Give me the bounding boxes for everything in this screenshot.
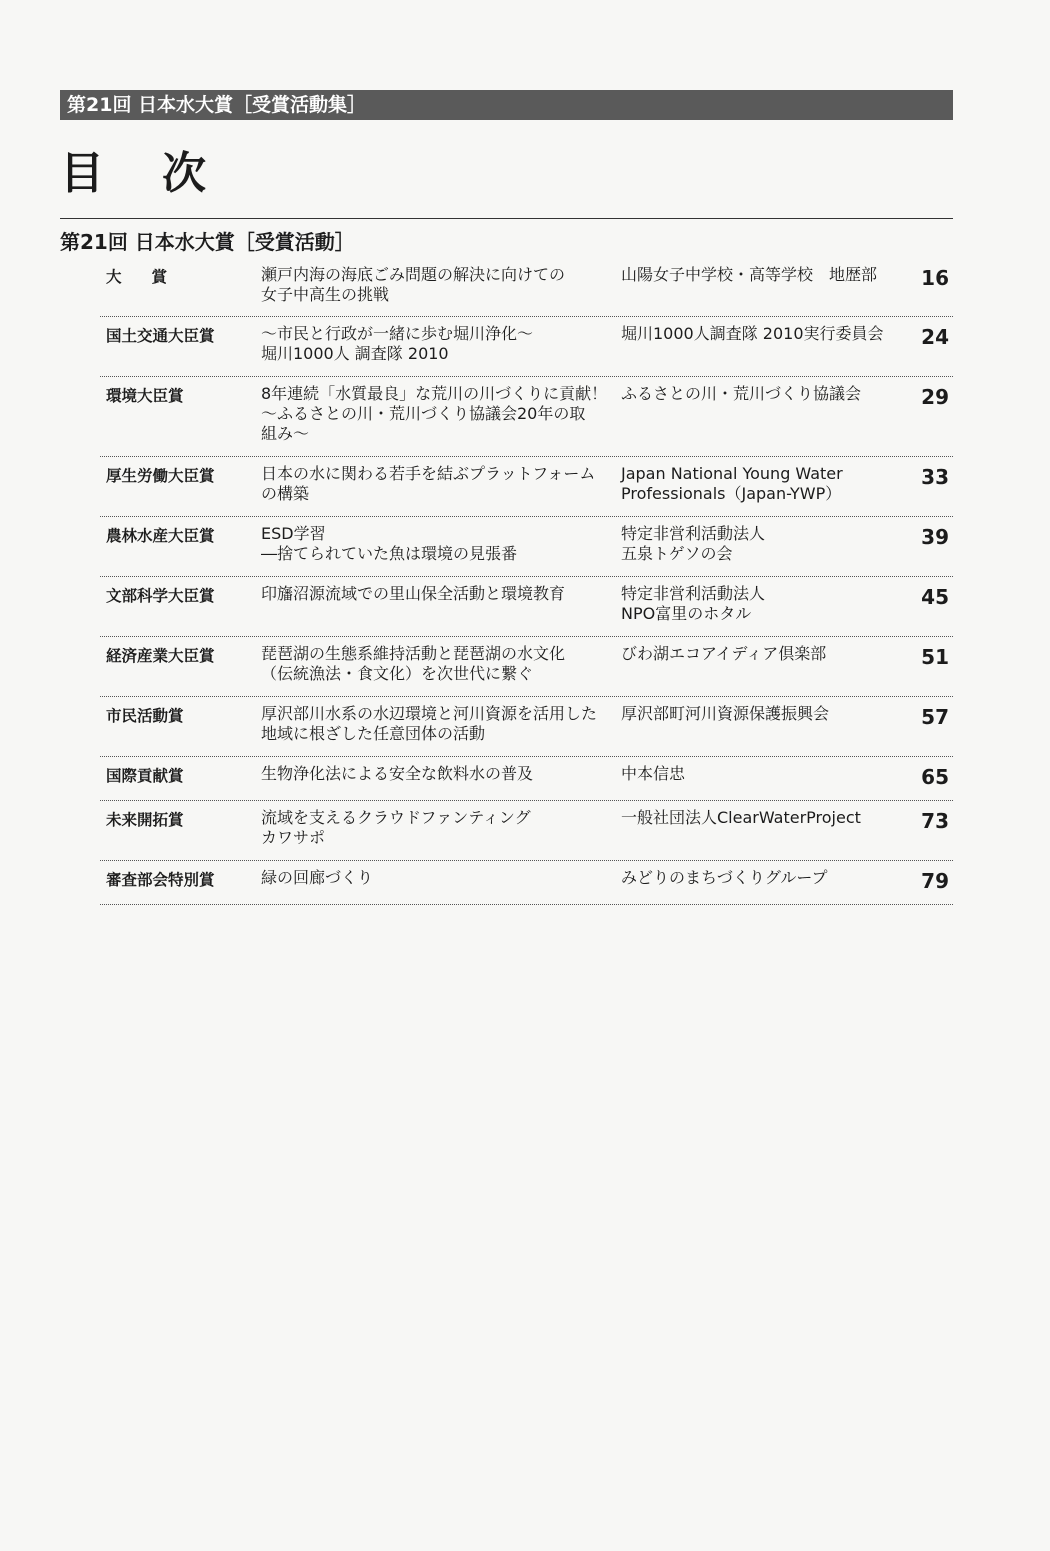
winner-name-line: Japan National Young Water	[621, 464, 843, 483]
activity-title	[261, 808, 613, 848]
winner-name	[621, 324, 911, 344]
toc-entry[interactable]	[100, 637, 953, 697]
page-number[interactable]: 33	[921, 465, 949, 489]
winner-name	[621, 584, 911, 624]
award-name: 文部科学大臣賞	[106, 587, 215, 605]
toc-entry[interactable]	[100, 577, 953, 637]
award-name: 市民活動賞	[106, 707, 184, 725]
activity-title	[261, 265, 613, 305]
activity-title-line: 瀬戸内海の海底ごみ問題の解決に向けての	[261, 265, 566, 284]
winner-name	[621, 764, 911, 784]
page-number[interactable]: 24	[921, 325, 949, 349]
activity-title	[261, 764, 613, 784]
winner-name	[621, 464, 911, 504]
activity-title	[261, 704, 613, 744]
award-name: 経済産業大臣賞	[106, 647, 215, 665]
toc-entry[interactable]	[100, 258, 953, 317]
activity-title-line: 8年連続「水質最良」な荒川の川づくりに貢献！	[261, 384, 608, 403]
winner-name	[621, 644, 911, 664]
winner-name	[621, 384, 911, 404]
activity-title-line: ～市民と行政が一緒に歩む堀川浄化～	[261, 324, 534, 343]
page-title: 目次	[60, 148, 264, 199]
toc-entry[interactable]	[100, 377, 953, 457]
activity-title-line: 組み～	[261, 424, 310, 443]
winner-name	[621, 524, 911, 564]
page-number[interactable]: 39	[921, 525, 949, 549]
winner-name-line: 特定非営利活動法人	[621, 584, 766, 603]
activity-title-line: 厚沢部川水系の水辺環境と河川資源を活用した	[261, 704, 598, 723]
award-name: 審査部会特別賞	[106, 871, 215, 889]
title-divider	[60, 218, 953, 219]
award-name: 厚生労働大臣賞	[106, 467, 215, 485]
activity-title-line: 地域に根ざした任意団体の活動	[261, 724, 486, 743]
activity-title-line: ～ふるさとの川・荒川づくり協議会20年の取	[261, 404, 586, 423]
activity-title	[261, 324, 613, 364]
activity-title-line: 印旛沼源流域での里山保全活動と環境教育	[261, 584, 566, 603]
activity-title-line: 生物浄化法による安全な飲料水の普及	[261, 764, 534, 783]
activity-title-line: （伝統漁法・食文化）を次世代に繋ぐ	[261, 664, 534, 683]
award-name: 国土交通大臣賞	[106, 327, 215, 345]
activity-title	[261, 464, 613, 504]
winner-name-line: NPO富里のホタル	[621, 604, 752, 623]
winner-name-line: 特定非営利活動法人	[621, 524, 766, 543]
winner-name	[621, 868, 911, 888]
page-number[interactable]: 79	[921, 869, 949, 893]
winner-name-line: みどりのまちづくりグループ	[621, 868, 828, 887]
winner-name-line: 一般社団法人ClearWaterProject	[621, 808, 861, 827]
toc-entry[interactable]	[100, 697, 953, 757]
winner-name-line: びわ湖エコアイディア倶楽部	[621, 644, 827, 663]
activity-title-line: 女子中高生の挑戦	[261, 285, 390, 304]
winner-name-line: 中本信忠	[621, 764, 686, 783]
winner-name	[621, 808, 911, 828]
toc-entry[interactable]	[100, 317, 953, 377]
winner-name-line: 堀川1000人調査隊 2010実行委員会	[621, 324, 884, 343]
award-name: 国際貢献賞	[106, 767, 184, 785]
activity-title-line: ESD学習	[261, 524, 326, 543]
toc-entry[interactable]	[100, 861, 953, 905]
winner-name-line: Professionals（Japan-YWP）	[621, 484, 842, 503]
page-number[interactable]: 51	[921, 645, 949, 669]
winner-name-line: 山陽女子中学校・高等学校 地歴部	[621, 265, 878, 284]
page-number[interactable]: 65	[921, 765, 949, 789]
award-name: 未来開拓賞	[106, 811, 184, 829]
activity-title-line: カワサポ	[261, 828, 326, 847]
page-number[interactable]: 45	[921, 585, 949, 609]
winner-name	[621, 704, 911, 724]
running-header	[60, 90, 953, 120]
winner-name	[621, 265, 911, 285]
page-number[interactable]: 16	[921, 266, 949, 290]
activity-title	[261, 384, 613, 444]
winner-name-line: 五泉トゲソの会	[621, 544, 733, 563]
toc-entry[interactable]	[100, 757, 953, 801]
award-name: 環境大臣賞	[106, 387, 184, 405]
activity-title	[261, 644, 613, 684]
activity-title-line: ―捨てられていた魚は環境の見張番	[261, 544, 518, 563]
table-of-contents	[100, 258, 953, 905]
page-number[interactable]: 57	[921, 705, 949, 729]
activity-title-line: 堀川1000人 調査隊 2010	[261, 344, 449, 363]
activity-title-line: の構築	[261, 484, 310, 503]
section-heading: 第21回 日本水大賞［受賞活動］	[60, 230, 355, 254]
toc-entry[interactable]	[100, 801, 953, 861]
activity-title-line: 日本の水に関わる若手を結ぶプラットフォーム	[261, 464, 596, 483]
activity-title-line: 緑の回廊づくり	[261, 868, 374, 887]
page-number[interactable]: 73	[921, 809, 949, 833]
activity-title	[261, 868, 613, 888]
award-name: 農林水産大臣賞	[106, 527, 215, 545]
winner-name-line: 厚沢部町河川資源保護振興会	[621, 704, 830, 723]
activity-title-line: 琵琶湖の生態系維持活動と琵琶湖の水文化	[261, 644, 566, 663]
activity-title-line: 流域を支えるクラウドファンティング	[261, 808, 531, 827]
activity-title	[261, 584, 613, 604]
activity-title	[261, 524, 613, 564]
toc-entry[interactable]	[100, 457, 953, 517]
running-header-text: 第21回 日本水大賞［受賞活動集］	[67, 94, 367, 116]
page-number[interactable]: 29	[921, 385, 949, 409]
winner-name-line: ふるさとの川・荒川づくり協議会	[621, 384, 862, 403]
toc-entry[interactable]	[100, 517, 953, 577]
award-name: 大賞	[106, 268, 198, 286]
